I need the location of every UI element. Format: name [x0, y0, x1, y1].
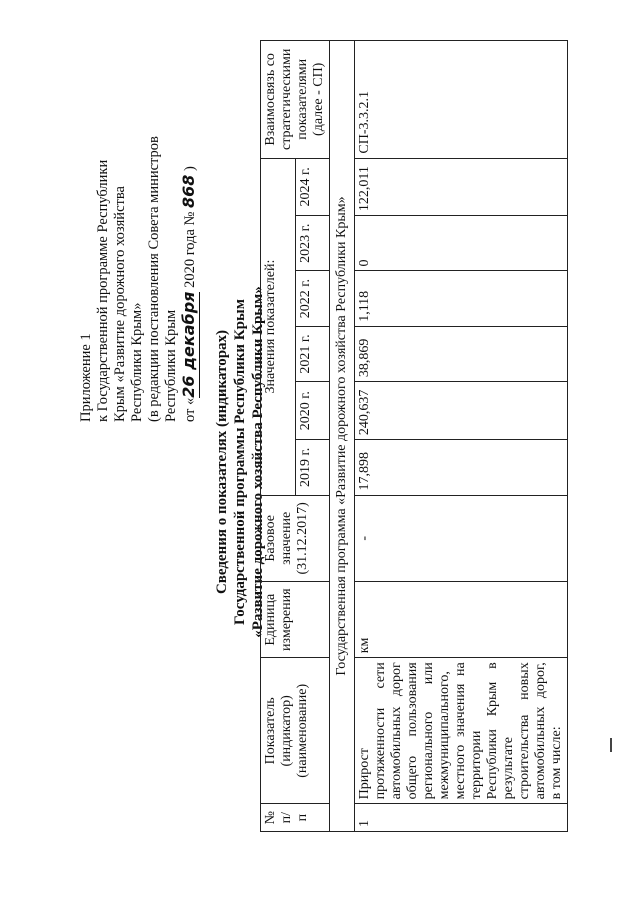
cell-num: 1 [355, 804, 568, 832]
header-unit: Единица измерения [261, 582, 330, 658]
header-year: 2022 г. [295, 271, 330, 326]
appendix-line: Республики Крым» [129, 302, 145, 422]
section-row [330, 41, 355, 832]
appendix-date-line [180, 82, 200, 422]
appendix-line: Крым «Развитие дорожного хозяйства [112, 186, 128, 422]
scan-mark [610, 738, 612, 752]
cell-value: 1,118 [355, 271, 568, 326]
cell-relation: СП-3.3.2.1 [355, 41, 568, 159]
header-indicator: Показатель (индикатор) (наименование) [261, 658, 330, 804]
section-title: Государственная программа «Развитие дорожного хозяйства Республики Крым» [330, 41, 355, 832]
cell-value: 17,898 [355, 440, 568, 495]
header-year: 2023 г. [295, 216, 330, 271]
header-relation: Взаимосвязь со стратегическими показателями (далее - СП) [261, 41, 330, 159]
appendix-line: (в редакции постановления Совета министров [146, 136, 162, 422]
date-year: 2020 года № [182, 211, 198, 288]
document-title [213, 182, 267, 742]
title-line: «Развитие дорожного хозяйства Республики Крым» [250, 286, 266, 638]
title-line: Сведения о показателях (индикаторах) [214, 329, 230, 595]
indicators-table [260, 40, 568, 832]
table-row [355, 41, 568, 832]
header-year: 2019 г. [295, 440, 330, 495]
cell-base: - [355, 495, 568, 582]
document-number: 868 [179, 174, 198, 208]
appendix-block [78, 82, 200, 422]
header-year: 2024 г. [295, 158, 330, 215]
cell-value: 122,011 [355, 158, 568, 215]
cell-value: 38,869 [355, 326, 568, 381]
title-line: Государственной программы Республики Крым [232, 299, 248, 625]
appendix-line: Приложение 1 [78, 333, 94, 422]
header-base: Базовое значение (31.12.2017) [261, 495, 330, 582]
appendix-line: Республики Крым [163, 309, 179, 422]
header-year: 2021 г. [295, 326, 330, 381]
date-handwritten [180, 292, 200, 398]
cell-indicator: Прирост протяженности сети автомобильных дорог общего пользования регионального или межмуниципального, местного значения на территории Республики Крым в результате строительства новых автомобильных дорог, в том числе: [355, 658, 568, 804]
cell-unit: км [355, 582, 568, 658]
date-suffix: ) [182, 166, 198, 171]
header-values-group: Значения показателей: [261, 158, 296, 495]
header-year: 2020 г. [295, 382, 330, 440]
appendix-line: к Государственной программе Республики [95, 159, 111, 422]
date-day-month: 26 декабря [179, 291, 198, 398]
cell-value: 240,637 [355, 382, 568, 440]
date-prefix: от « [182, 397, 198, 422]
cell-value: 0 [355, 216, 568, 271]
header-num: № п/п [261, 804, 330, 832]
